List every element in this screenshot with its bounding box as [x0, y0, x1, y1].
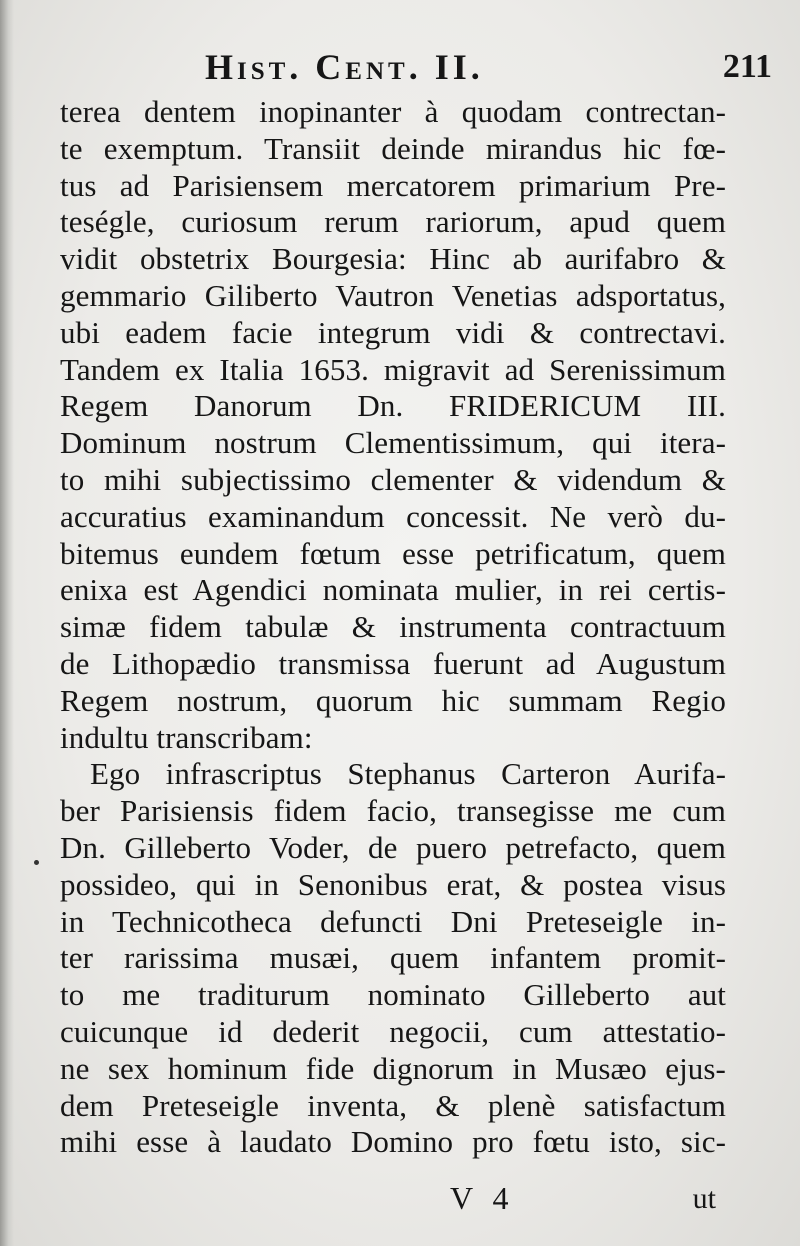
text-line: ne sex hominum fide dignorum in Musæo ejus-	[60, 1050, 726, 1086]
ink-speck	[34, 860, 39, 865]
text-line: accuratius examinandum concessit. Ne verò du-	[60, 498, 726, 534]
text-line: te exemptum. Transiit deinde mirandus hic fœ-	[60, 130, 726, 166]
text-line: tus ad Parisiensem mercatorem primarium Pre-	[60, 167, 726, 203]
text-line: possideo, qui in Senonibus erat, & postea visus	[60, 866, 726, 902]
text-line: to me traditurum nominato Gilleberto aut	[60, 977, 726, 1013]
text-line: Dn. Gilleberto Voder, de puero petrefacto, quem	[60, 829, 726, 865]
binding-shadow	[0, 0, 14, 1246]
text-line: Regem nostrum, quorum hic summam Regio	[60, 682, 726, 718]
text-line: enixa est Agendici nominata mulier, in rei certis-	[60, 572, 726, 608]
text-line: simæ fidem tabulæ & instrumenta contractuum	[60, 609, 726, 645]
page-header	[60, 46, 780, 94]
text-line: indultu transcribam:	[60, 719, 313, 755]
text-line: terea dentem inopinanter à quodam contrectan-	[60, 94, 726, 129]
text-line: ber Parisiensis fidem facio, transegisse me cum	[60, 793, 726, 829]
text-line: bitemus eundem fœtum esse petrificatum, quem	[60, 535, 726, 571]
text-line: ubi eadem facie integrum vidi & contrectavi.	[60, 314, 726, 350]
text-line: mihi esse à laudato Domino pro fœtu isto, sic-	[60, 1124, 726, 1160]
text-line: to mihi subjectissimo clementer & videndum &	[60, 461, 726, 497]
text-line: vidit obstetrix Bourgesia: Hinc ab aurifabro &	[60, 241, 726, 277]
body-text	[60, 94, 726, 1161]
running-title: Hist. Cent. II.	[205, 47, 484, 87]
text-line: teségle, curiosum rerum rariorum, apud quem	[60, 204, 726, 240]
text-line: in Technicotheca defuncti Dni Preteseigle in-	[60, 903, 726, 939]
text-line: de Lithopædio transmissa fuerunt ad Augustum	[60, 645, 726, 681]
page-footer	[60, 1180, 726, 1220]
text-line: Tandem ex Italia 1653. migravit ad Serenissimum	[60, 351, 726, 387]
page-number: 211	[722, 48, 772, 85]
text-line: Dominum nostrum Clementissimum, qui itera-	[60, 425, 726, 461]
text-line: Ego infrascriptus Stephanus Carteron Aurifa-	[90, 756, 726, 792]
text-line: gemmario Giliberto Vautron Venetias adsportatus,	[60, 277, 726, 313]
catchword: ut	[692, 1182, 716, 1215]
text-line: cuicunque id dederit negocii, cum attestatio-	[60, 1013, 726, 1049]
text-line: ter rarissima musæi, quem infantem promit-	[60, 940, 726, 976]
signature-mark: V 4	[450, 1180, 515, 1216]
text-line: Regem Danorum Dn. FRIDERICUM III.	[60, 388, 726, 424]
text-line: dem Preteseigle inventa, & plenè satisfactum	[60, 1087, 726, 1123]
